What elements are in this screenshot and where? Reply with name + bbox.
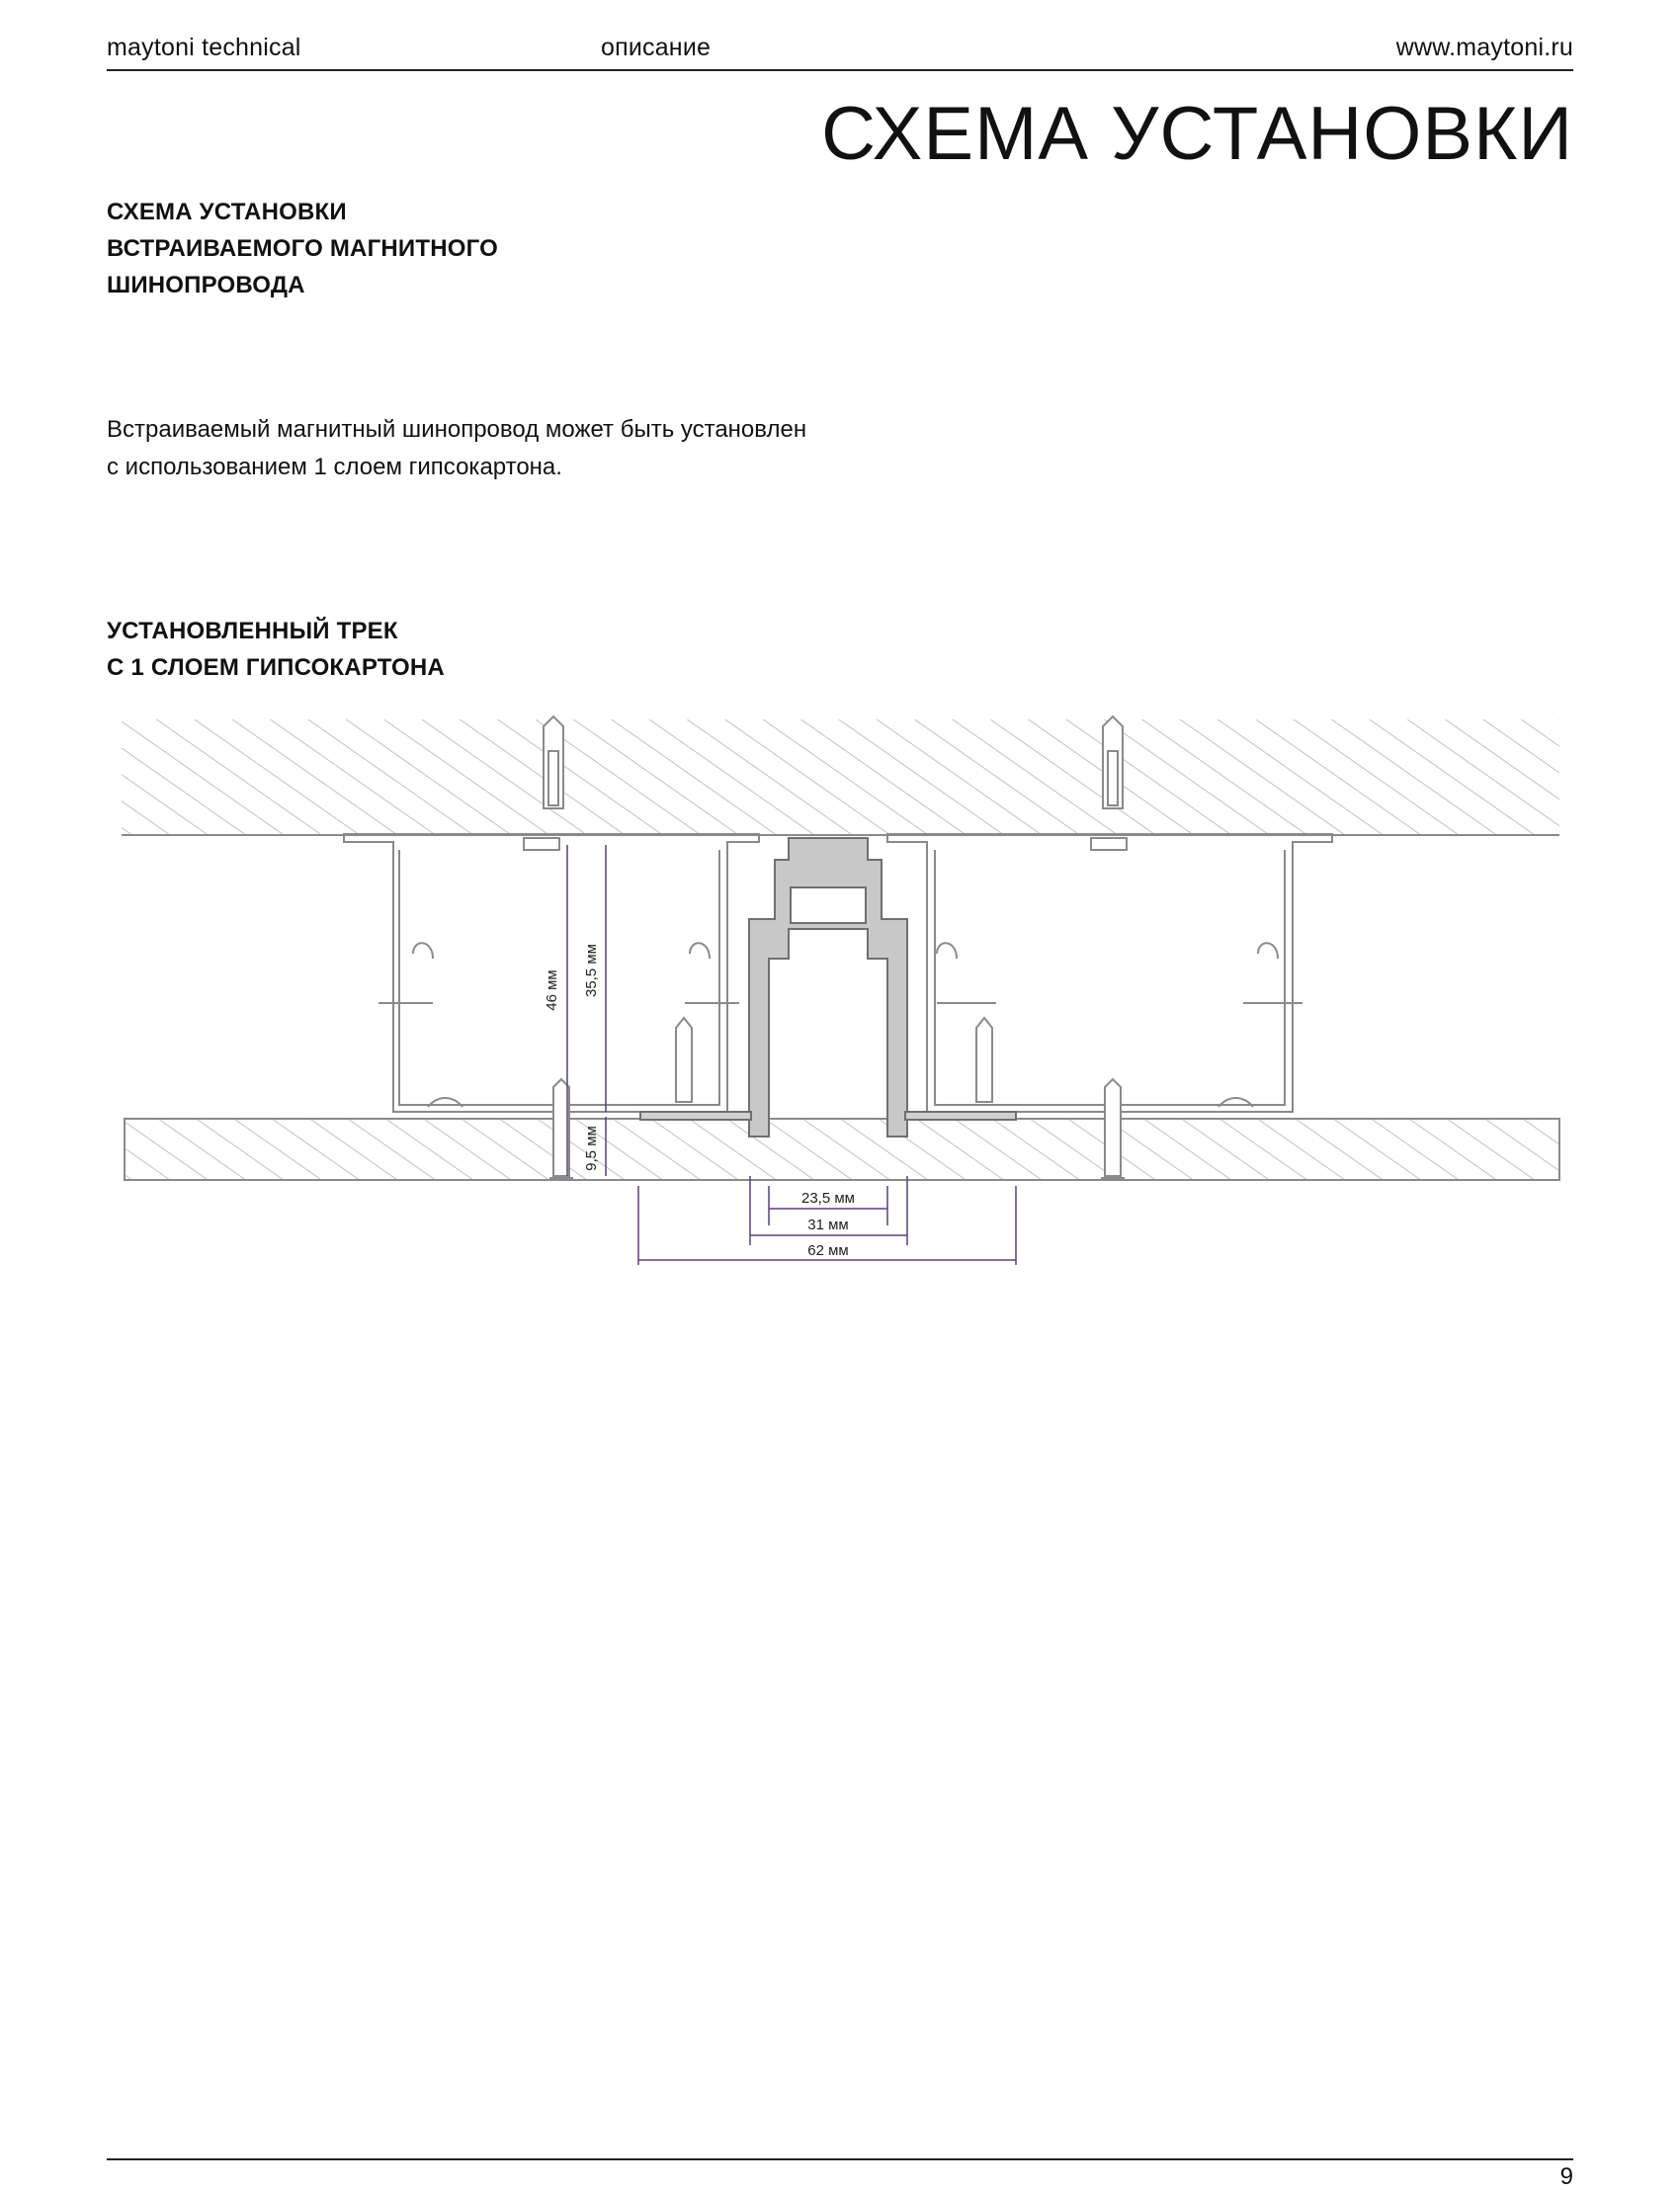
track-flange-right bbox=[905, 1112, 1016, 1120]
magnetic-track-profile bbox=[749, 838, 907, 1137]
screw-center-left bbox=[676, 1018, 692, 1102]
screw-left bbox=[549, 1079, 573, 1178]
section-heading-line: ВСТРАИВАЕМОГО МАГНИТНОГО bbox=[107, 235, 498, 262]
dimension-35-5mm: 35,5 мм bbox=[583, 944, 600, 997]
section-heading-line: С 1 СЛОЕМ ГИПСОКАРТОНА bbox=[107, 654, 445, 681]
section-heading-line: ШИНОПРОВОДА bbox=[107, 272, 305, 298]
section-heading-line: СХЕМА УСТАНОВКИ bbox=[107, 199, 347, 225]
page-number: 9 bbox=[1559, 2163, 1573, 2190]
header-website-link[interactable]: www.maytoni.ru bbox=[1395, 34, 1573, 61]
drywall-board bbox=[125, 1119, 1559, 1180]
page-title: СХЕМА УСТАНОВКИ bbox=[821, 92, 1573, 176]
header-section: описание bbox=[601, 34, 712, 61]
header-brand: maytoni technical bbox=[107, 34, 301, 61]
footer-divider bbox=[107, 2158, 1573, 2160]
dimension-46mm: 46 мм bbox=[544, 969, 560, 1011]
track-flange-left bbox=[640, 1112, 751, 1120]
dimension-62mm: 62 мм bbox=[807, 1242, 849, 1259]
description-paragraph bbox=[107, 411, 996, 486]
screw-right bbox=[1101, 1079, 1125, 1178]
screw-center-right bbox=[976, 1018, 992, 1102]
ceiling-slab bbox=[122, 719, 1559, 835]
dimension-9-5mm: 9,5 мм bbox=[583, 1126, 600, 1171]
section-heading-installed-track bbox=[107, 613, 445, 686]
dimension-31mm: 31 мм bbox=[807, 1217, 849, 1233]
description-line: с использованием 1 слоем гипсокартона. bbox=[107, 454, 562, 480]
dimension-23-5mm: 23,5 мм bbox=[801, 1190, 855, 1207]
installation-diagram bbox=[107, 712, 1569, 1285]
page-header bbox=[107, 30, 1573, 71]
description-line: Встраиваемый магнитный шинопровод может быть установлен bbox=[107, 416, 807, 443]
right-metal-frame bbox=[887, 834, 1332, 1112]
section-heading-scheme bbox=[107, 194, 498, 303]
section-heading-line: УСТАНОВЛЕННЫЙ ТРЕК bbox=[107, 618, 398, 644]
